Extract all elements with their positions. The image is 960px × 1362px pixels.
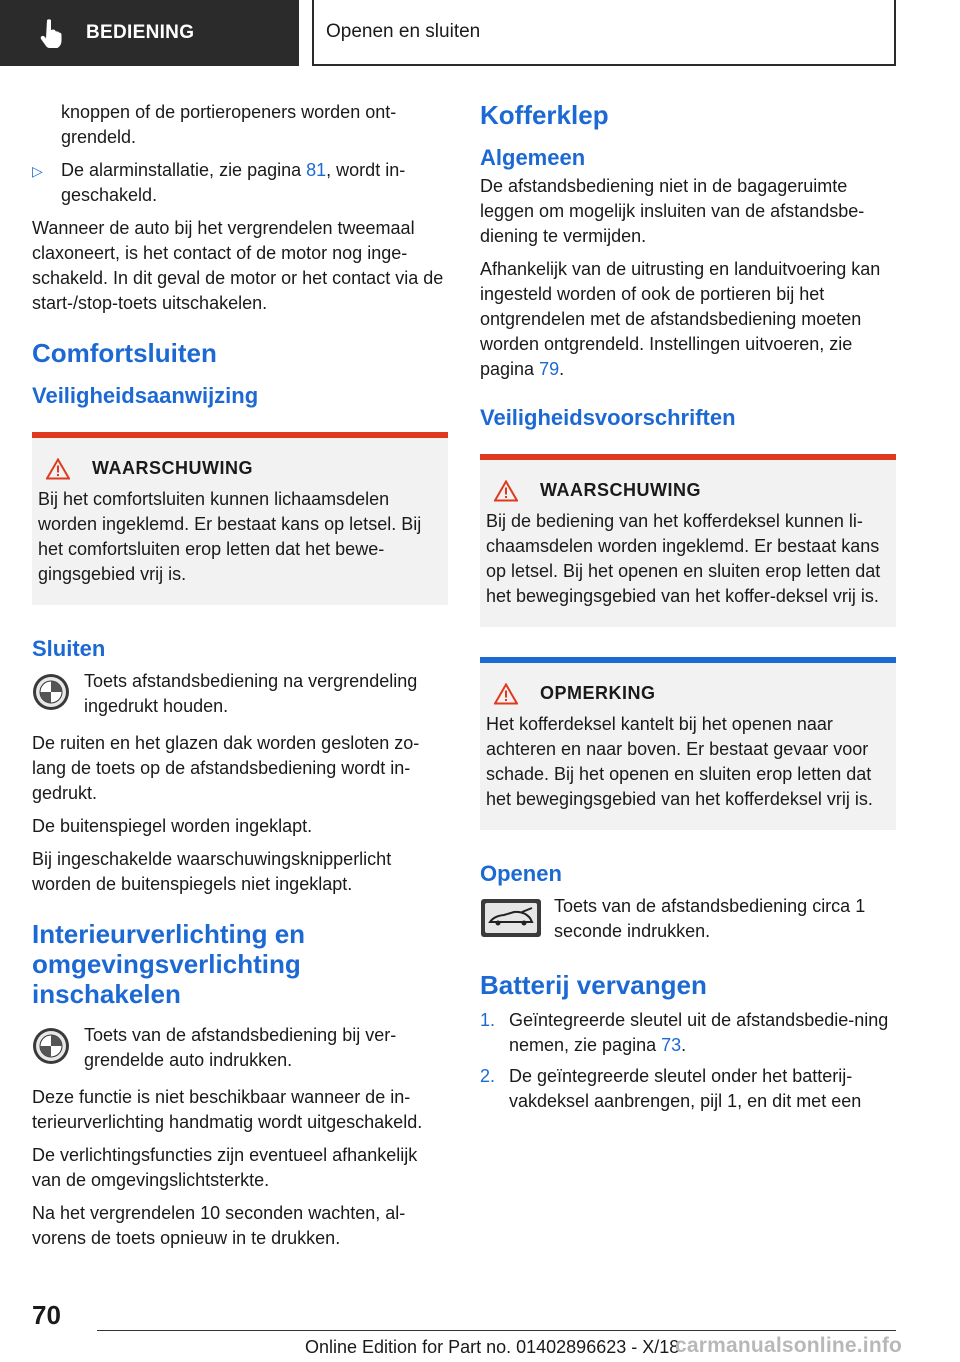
warning-title: WAARSCHUWING <box>92 458 253 478</box>
heading-openen: Openen <box>480 861 562 886</box>
footer-divider <box>97 1330 896 1331</box>
note-title: OPMERKING <box>540 683 656 703</box>
key-instruction <box>32 669 448 719</box>
hand-pointer-icon <box>38 18 64 48</box>
paragraph: Bij ingeschakelde waarschuwingsknipperlicht worden de buitenspiegels niet ingeklapt. <box>32 849 392 894</box>
paragraph-tail: . <box>559 359 565 379</box>
page-link[interactable]: 73 <box>661 1035 682 1055</box>
heading-batterij-vervangen: Batterij vervangen <box>480 970 707 1000</box>
page-link[interactable]: 81 <box>306 160 327 180</box>
note-box <box>480 657 896 830</box>
warning-text: Bij de bediening van het kofferdeksel kunnen li-chaamsdelen worden ingeklemd. Er bestaat kans op letsel. Bij het openen en sluiten erop letten dat het bewegingsgebied van het koffer-deksel vrij is. <box>486 511 881 606</box>
heading-interieurverlichting: Interieurverlichting en omgevingsverlichting inschakelen <box>32 919 306 1009</box>
key-instruction <box>32 1023 448 1073</box>
section-label: BEDIENING <box>86 22 195 43</box>
paragraph: De afstandsbediening niet in de bagageruimte leggen om mogelijk insluiten van de afstandsbe-diening te vermijden. <box>480 176 865 246</box>
triangle-bullet-icon: ▷ <box>32 163 43 179</box>
paragraph: De buitenspiegel worden ingeklapt. <box>32 816 313 836</box>
paragraph: Na het vergrendelen 10 seconden wachten, al-vorens de toets opnieuw in te drukken. <box>32 1203 406 1248</box>
bmw-logo-icon <box>32 1027 70 1065</box>
heading-veiligheidsaanwijzing: Veiligheidsaanwijzing <box>32 383 259 408</box>
heading-algemeen: Algemeen <box>480 145 586 170</box>
page-number: 70 <box>32 1300 61 1330</box>
step-number: 2. <box>480 1066 496 1086</box>
heading-sluiten: Sluiten <box>32 636 106 661</box>
paragraph <box>480 257 896 382</box>
trunk-button-icon <box>480 898 542 938</box>
list-item-text: De alarminstallatie, zie pagina <box>61 160 307 180</box>
key-text: Toets van de afstandsbediening bij ver-grendelde auto indrukken. <box>84 1025 397 1070</box>
warning-text: Bij het comfortsluiten kunnen lichaamsdelen worden ingeklemd. Er bestaat kans op letsel. Bij het comfortsluiten erop letten dat het bewe-gingsgebied vrij is. <box>38 489 422 584</box>
list-item-tail: , wordt in-geschakeld. <box>61 160 406 205</box>
key-text: Toets van de afstandsbediening circa 1 seconde indrukken. <box>554 896 866 941</box>
list-item <box>32 158 448 208</box>
numbered-list <box>480 1008 896 1114</box>
chapter-title: Openen en sluiten <box>312 0 896 66</box>
right-column <box>480 100 896 1120</box>
note-text: Het kofferdeksel kantelt bij het openen naar achteren en naar boven. Er bestaat gevaar voor schade. Bij het openen en sluiten erop letten dat het bewegingsgebied van het kofferdeksel vrij is. <box>486 714 873 809</box>
paragraph: Wanneer de auto bij het vergrendelen tweemaal claxoneert, is het contact of de motor nog inge-schakeld. In dit geval de motor or het contact via de start-/stop-toets uitschakelen. <box>32 218 444 313</box>
heading-veiligheidsvoorschriften: Veiligheidsvoorschriften <box>480 405 736 430</box>
edition-text: Online Edition for Part no. 01402896623 - X/18 <box>305 1337 680 1357</box>
warning-box <box>32 432 448 605</box>
left-column <box>32 100 448 1259</box>
section-tab <box>0 0 299 66</box>
paragraph-text: Afhankelijk van de uitrusting en landuitvoering kan ingesteld worden of ook de portieren bij het ontgrendelen met de afstandsbediening moeten worden ontgrendeld. Instellingen uitvoeren, zie pagina <box>480 259 881 379</box>
list-item <box>480 1064 896 1114</box>
step-number: 1. <box>480 1010 496 1030</box>
page-link[interactable]: 79 <box>539 359 560 379</box>
warning-box <box>480 454 896 627</box>
paragraph: De ruiten en het glazen dak worden gesloten zo-lang de toets op de afstandsbediening wordt in-gedrukt. <box>32 733 420 803</box>
continued-text: knoppen of de portieropeners worden ont-grendeld. <box>61 102 397 147</box>
warning-title: WAARSCHUWING <box>540 480 701 500</box>
key-instruction <box>480 894 896 944</box>
heading-comfortsluiten: Comfortsluiten <box>32 338 217 368</box>
warning-triangle-icon <box>494 683 518 705</box>
paragraph: De verlichtingsfuncties zijn eventueel afhankelijk van de omgevingslichtsterkte. <box>32 1145 418 1190</box>
paragraph: Deze functie is niet beschikbaar wanneer de in-terieurverlichting handmatig wordt uitgeschakeld. <box>32 1087 423 1132</box>
watermark: carmanualsonline.info <box>675 1334 903 1357</box>
warning-triangle-icon <box>46 458 70 480</box>
step-text: Geïntegreerde sleutel uit de afstandsbedie-ning nemen, zie pagina <box>509 1010 889 1055</box>
list-item <box>480 1008 896 1058</box>
bmw-logo-icon <box>32 673 70 711</box>
step-text: De geïntegreerde sleutel onder het batterij-vakdeksel aanbrengen, pijl 1, en dit met een <box>509 1066 862 1111</box>
key-text: Toets afstandsbediening na vergrendeling ingedrukt houden. <box>84 671 418 716</box>
warning-triangle-icon <box>494 480 518 502</box>
heading-kofferklep: Kofferklep <box>480 100 609 130</box>
step-tail: . <box>681 1035 687 1055</box>
